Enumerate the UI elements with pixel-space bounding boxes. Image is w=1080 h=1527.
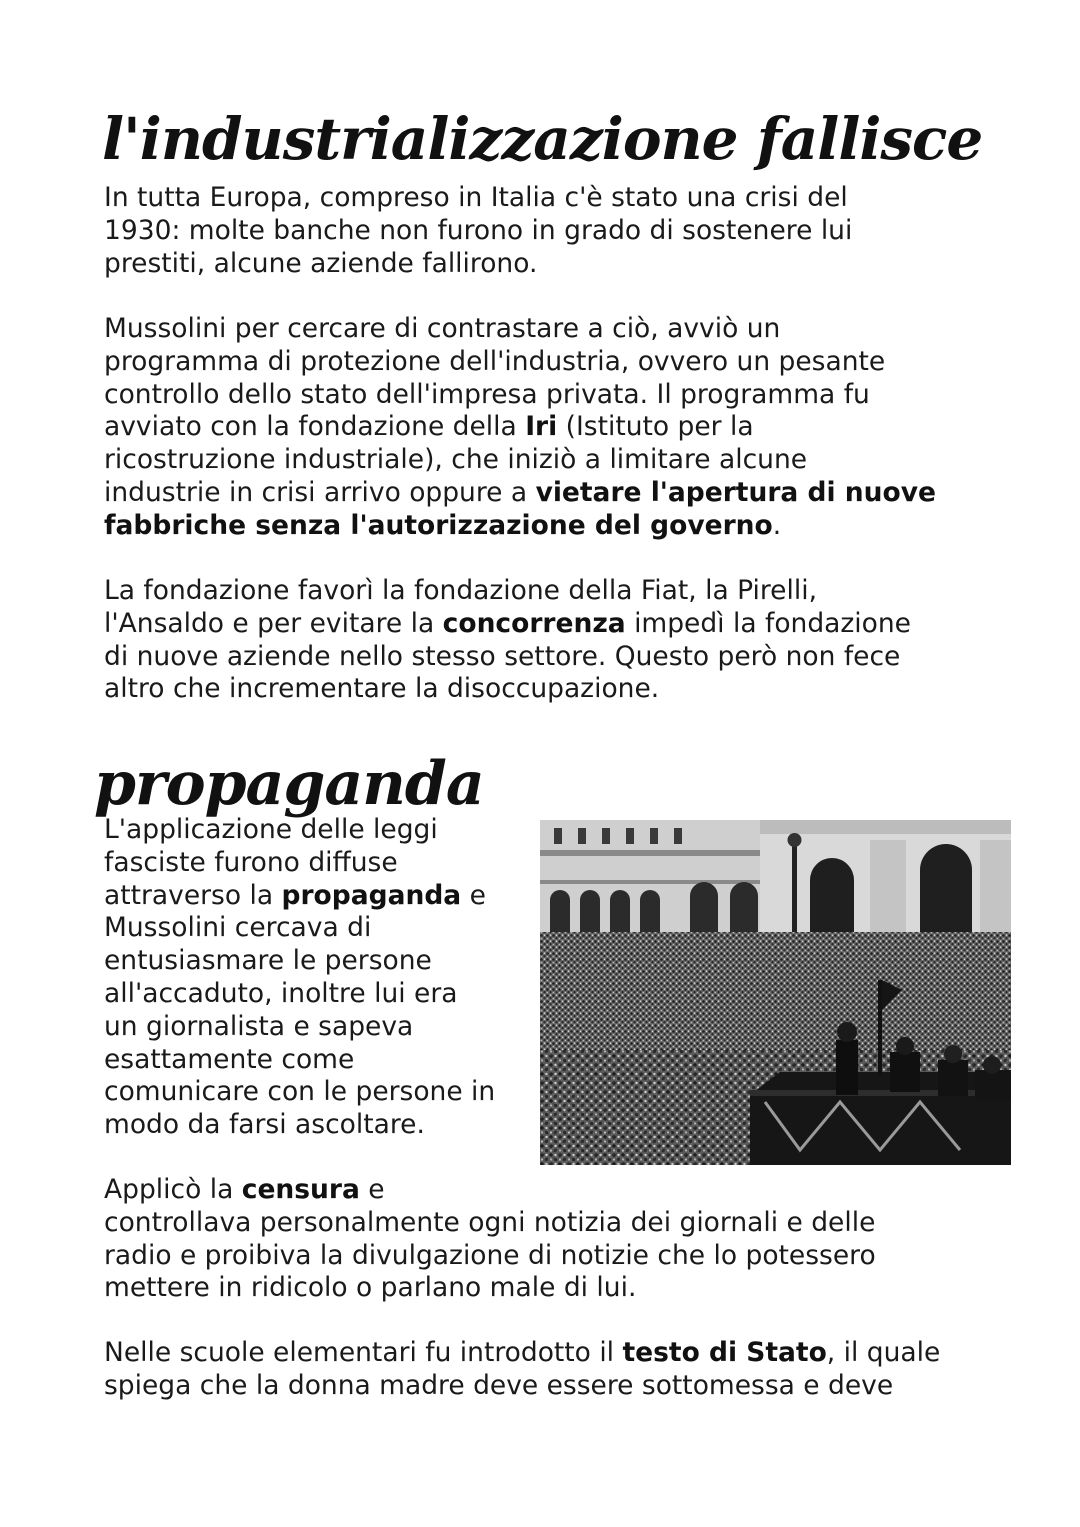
paragraph-iri bbox=[104, 313, 1004, 543]
bold-term-fabbriche: fabbriche senza l'autorizzazione del governo bbox=[104, 509, 773, 541]
bold-term-concorrenza: concorrenza bbox=[442, 607, 626, 639]
text-line: L'applicazione delle leggi bbox=[104, 814, 438, 845]
text-run: , il quale bbox=[826, 1337, 941, 1368]
text-line bbox=[104, 608, 1004, 641]
paragraph-crisi bbox=[104, 182, 1004, 280]
text-run: l'Ansaldo e per evitare la bbox=[104, 607, 443, 639]
text-line: controllava personalmente ogni notizia dei giornali e delle bbox=[104, 1206, 876, 1238]
text-line: altro che incrementare la disoccupazione. bbox=[104, 673, 660, 705]
text-line bbox=[104, 1337, 1004, 1370]
text-line bbox=[104, 411, 1004, 444]
historical-photo-crowd bbox=[540, 820, 1011, 1165]
text-line: ricostruzione industriale), che iniziò a limitare alcune bbox=[104, 444, 808, 476]
section-title-propaganda: propaganda bbox=[94, 749, 484, 819]
section-title-industrializzazione: l'industrializzazione fallisce bbox=[102, 105, 983, 173]
text-line bbox=[104, 477, 1004, 510]
bold-term-vietare: vietare l'apertura di nuove bbox=[535, 476, 936, 508]
text-run: (Istituto per la bbox=[557, 411, 754, 443]
text-run: e bbox=[359, 1174, 385, 1205]
text-run: . bbox=[772, 509, 782, 541]
text-line: controllo dello stato dell'impresa privata. Il programma fu bbox=[104, 378, 870, 410]
text-run: impedì la fondazione bbox=[625, 607, 911, 639]
text-run: attraverso la bbox=[104, 879, 282, 911]
photo-illustration bbox=[540, 820, 1011, 1165]
text-run: avviato con la fondazione della bbox=[104, 411, 526, 443]
text-line: all'accaduto, inoltre lui era bbox=[104, 977, 458, 1009]
text-line: esattamente come bbox=[104, 1043, 355, 1075]
text-run: industrie in crisi arrivo oppure a bbox=[104, 476, 536, 508]
text-line: Mussolini cercava di bbox=[104, 912, 372, 944]
text-line: modo da farsi ascoltare. bbox=[104, 1109, 425, 1141]
text-run: Applicò la bbox=[104, 1174, 242, 1205]
paragraph-testo-di-stato bbox=[104, 1337, 1004, 1403]
text-line: In tutta Europa, compreso in Italia c'è stato una crisi del bbox=[104, 182, 848, 213]
paragraph-censura bbox=[104, 1174, 1004, 1305]
paragraph-propaganda bbox=[104, 814, 524, 1142]
text-line bbox=[104, 1174, 1004, 1207]
text-line: spiega che la donna madre deve essere sottomessa e deve bbox=[104, 1369, 894, 1401]
bold-term-testo-di-stato: testo di Stato bbox=[622, 1337, 827, 1368]
paragraph-fondazione bbox=[104, 575, 1004, 706]
text-line: di nuove aziende nello stesso settore. Questo però non fece bbox=[104, 640, 901, 672]
text-line: programma di protezione dell'industria, ovvero un pesante bbox=[104, 345, 886, 377]
text-line: 1930: molte banche non furono in grado di sostenere lui bbox=[104, 214, 853, 246]
text-line bbox=[104, 880, 524, 913]
bold-term-propaganda: propaganda bbox=[281, 879, 462, 911]
text-line: Mussolini per cercare di contrastare a ciò, avviò un bbox=[104, 313, 781, 344]
text-line: mettere in ridicolo o parlano male di lui. bbox=[104, 1272, 637, 1304]
text-line: radio e proibiva la divulgazione di notizie che lo potessero bbox=[104, 1239, 876, 1271]
text-run: Nelle scuole elementari fu introdotto il bbox=[104, 1337, 623, 1368]
bold-term-iri: Iri bbox=[525, 411, 558, 443]
text-line bbox=[104, 510, 1004, 543]
text-line: prestiti, alcune aziende fallirono. bbox=[104, 247, 538, 279]
text-line: La fondazione favorì la fondazione della Fiat, la Pirelli, bbox=[104, 575, 817, 606]
text-line: un giornalista e sapeva bbox=[104, 1010, 414, 1042]
text-line: entusiasmare le persone bbox=[104, 945, 432, 977]
text-run: e bbox=[461, 879, 486, 911]
bold-term-censura: censura bbox=[241, 1174, 360, 1205]
text-line: comunicare con le persone in bbox=[104, 1076, 496, 1108]
text-line: fasciste furono diffuse bbox=[104, 846, 398, 878]
